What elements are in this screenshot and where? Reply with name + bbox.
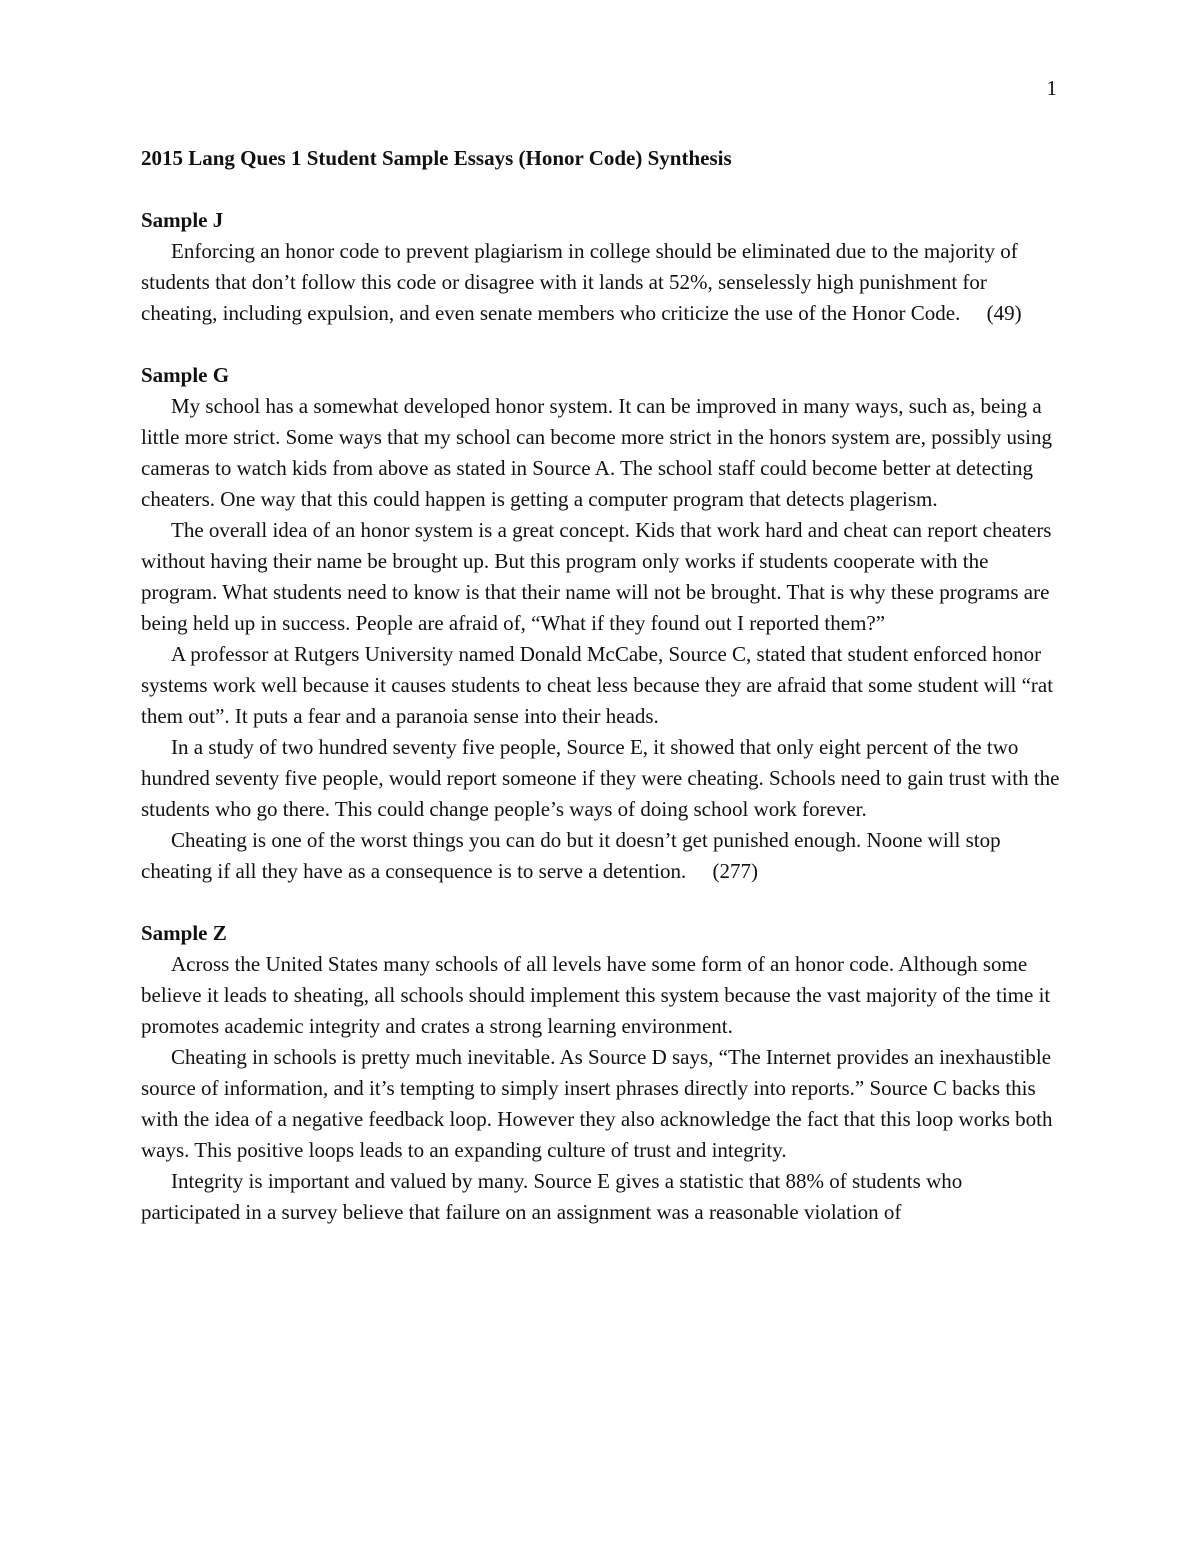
sample-z-section	[141, 918, 1061, 1228]
sample-g-heading: Sample G	[141, 363, 230, 387]
sample-j-section	[141, 205, 1061, 329]
sample-g-paragraph-5: Cheating is one of the worst things you can do but it doesn’t get punished enough. Noone will stop cheating if all they have as a consequence is to serve a detention. (277)	[141, 828, 1001, 883]
sample-z-paragraph-3: Integrity is important and valued by many. Source E gives a statistic that 88% of students who participated in a survey believe that failure on an assignment was a reasonable violation of	[141, 1169, 963, 1224]
spacer	[141, 174, 1061, 205]
sample-g-paragraph-4: In a study of two hundred seventy five people, Source E, it showed that only eight percent of the two hundred seventy five people, would report someone if they were cheating. Schools need to gain trust with the students who go there. This could change people’s ways of doing school work forever.	[141, 735, 1060, 821]
sample-g-paragraph-1: My school has a somewhat developed honor system. It can be improved in many ways, such as, being a little more strict. Some ways that my school can become more strict in the honors system are, possibly using cameras to watch kids from above as stated in Source A. The school staff could become better at detecting cheaters. One way that this could happen is getting a computer program that detects plagerism.	[141, 394, 1052, 511]
sample-g-section	[141, 360, 1061, 887]
sample-z-heading: Sample Z	[141, 921, 227, 945]
sample-z-paragraph-1: Across the United States many schools of all levels have some form of an honor code. Although some believe it leads to sheating, all schools should implement this system because the vast majority of the time it promotes academic integrity and crates a strong learning environment.	[141, 952, 1051, 1038]
document-body	[141, 143, 1061, 1228]
spacer	[141, 887, 1061, 918]
sample-z-paragraph-2: Cheating in schools is pretty much inevitable. As Source D says, “The Internet provides an inexhaustible source of information, and it’s tempting to simply insert phrases directly into reports.” Source C backs this with the idea of a negative feedback loop. However they also acknowledge the fact that this loop works both ways. This positive loops leads to an expanding culture of trust and integrity.	[141, 1045, 1053, 1162]
sample-j-heading: Sample J	[141, 208, 224, 232]
spacer	[141, 329, 1061, 360]
sample-g-paragraph-3: A professor at Rutgers University named Donald McCabe, Source C, stated that student enforced honor systems work well because it causes students to cheat less because they are afraid that some student will “rat them out”. It puts a fear and a paranoia sense into their heads.	[141, 642, 1054, 728]
document-title: 2015 Lang Ques 1 Student Sample Essays (Honor Code) Synthesis	[141, 146, 732, 170]
sample-j-paragraph-1: Enforcing an honor code to prevent plagiarism in college should be eliminated due to the majority of students that don’t follow this code or disagree with it lands at 52%, senselessly high punishment for cheating, including expulsion, and even senate members who criticize the use of the Honor Code. (49)	[141, 239, 1022, 325]
page-number: 1	[1046, 76, 1057, 100]
sample-g-paragraph-2: The overall idea of an honor system is a great concept. Kids that work hard and cheat can report cheaters without having their name be brought up. But this program only works if students cooperate with the program. What students need to know is that their name will not be brought. That is why these programs are being held up in success. People are afraid of, “What if they found out I reported them?”	[141, 518, 1052, 635]
